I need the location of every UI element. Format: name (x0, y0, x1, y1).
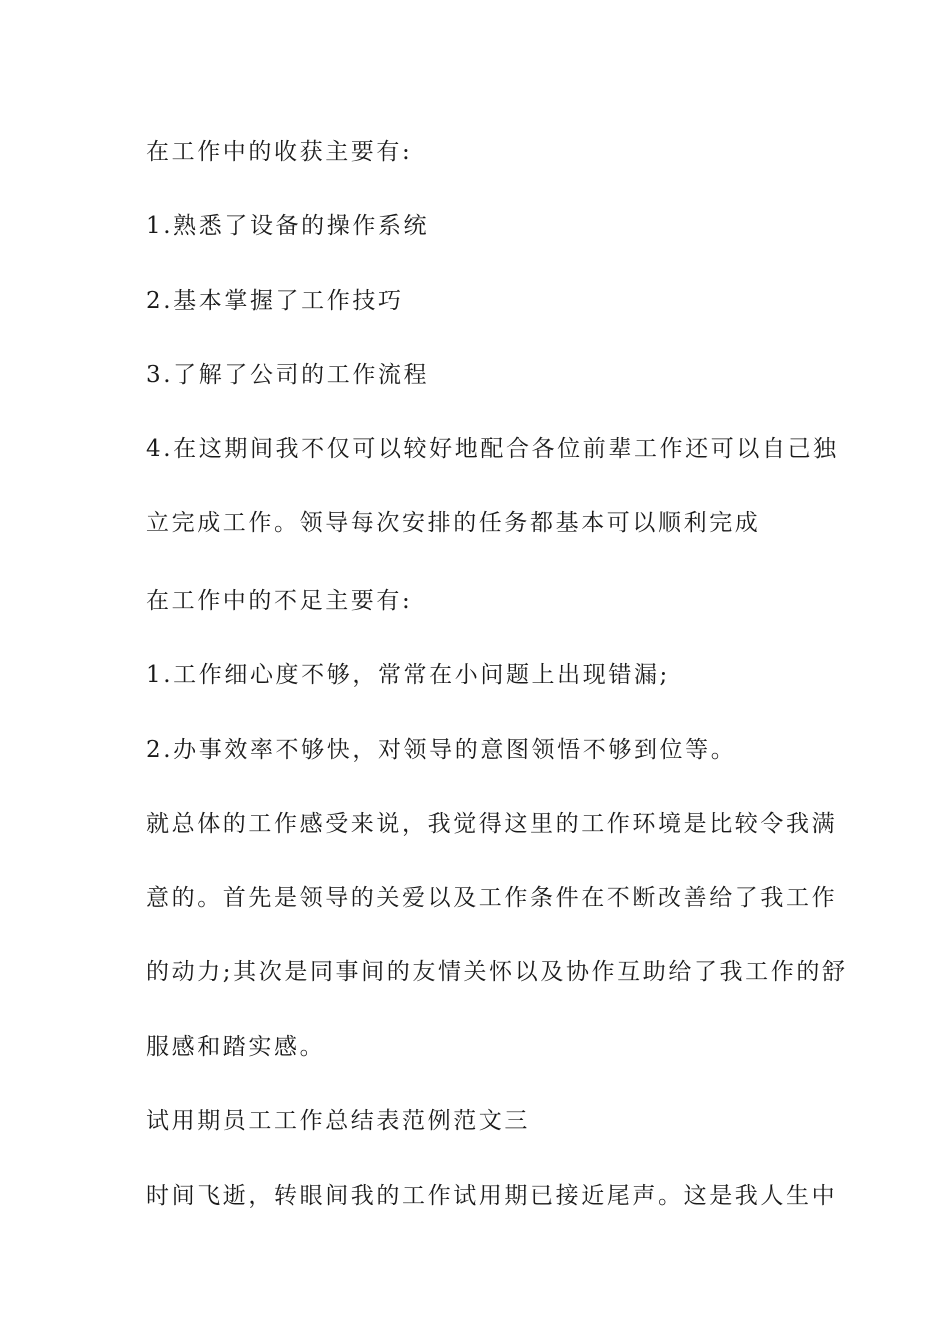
gains-item-4-line-1: 4.在这期间我不仅可以较好地配合各位前辈工作还可以自己独 (146, 436, 839, 462)
gains-item-2: 2.基本掌握了工作技巧 (146, 288, 404, 314)
shortcomings-heading: 在工作中的不足主要有: (146, 588, 413, 614)
shortcomings-item-1: 1.工作细心度不够，常常在小问题上出现错漏; (146, 662, 670, 688)
gains-item-4-line-2: 立完成工作。领导每次安排的任务都基本可以顺利完成 (146, 510, 761, 536)
gains-item-1: 1.熟悉了设备的操作系统 (146, 213, 430, 239)
summary-paragraph-line-1: 就总体的工作感受来说，我觉得这里的工作环境是比较令我满 (146, 811, 838, 837)
summary-paragraph-line-3: 的动力;其次是同事间的友情关怀以及协作互助给了我工作的舒 (146, 959, 848, 985)
summary-paragraph-line-4: 服感和踏实感。 (146, 1034, 326, 1060)
summary-paragraph-line-2: 意的。首先是领导的关爱以及工作条件在不断改善给了我工作 (146, 885, 838, 911)
shortcomings-item-2: 2.办事效率不够快，对领导的意图领悟不够到位等。 (146, 737, 737, 763)
section-title: 试用期员工工作总结表范例范文三 (146, 1108, 530, 1134)
gains-heading: 在工作中的收获主要有: (146, 139, 413, 165)
intro-paragraph-line-1: 时间飞逝，转眼间我的工作试用期已接近尾声。这是我人生中 (146, 1183, 838, 1209)
gains-item-3: 3.了解了公司的工作流程 (146, 362, 430, 388)
